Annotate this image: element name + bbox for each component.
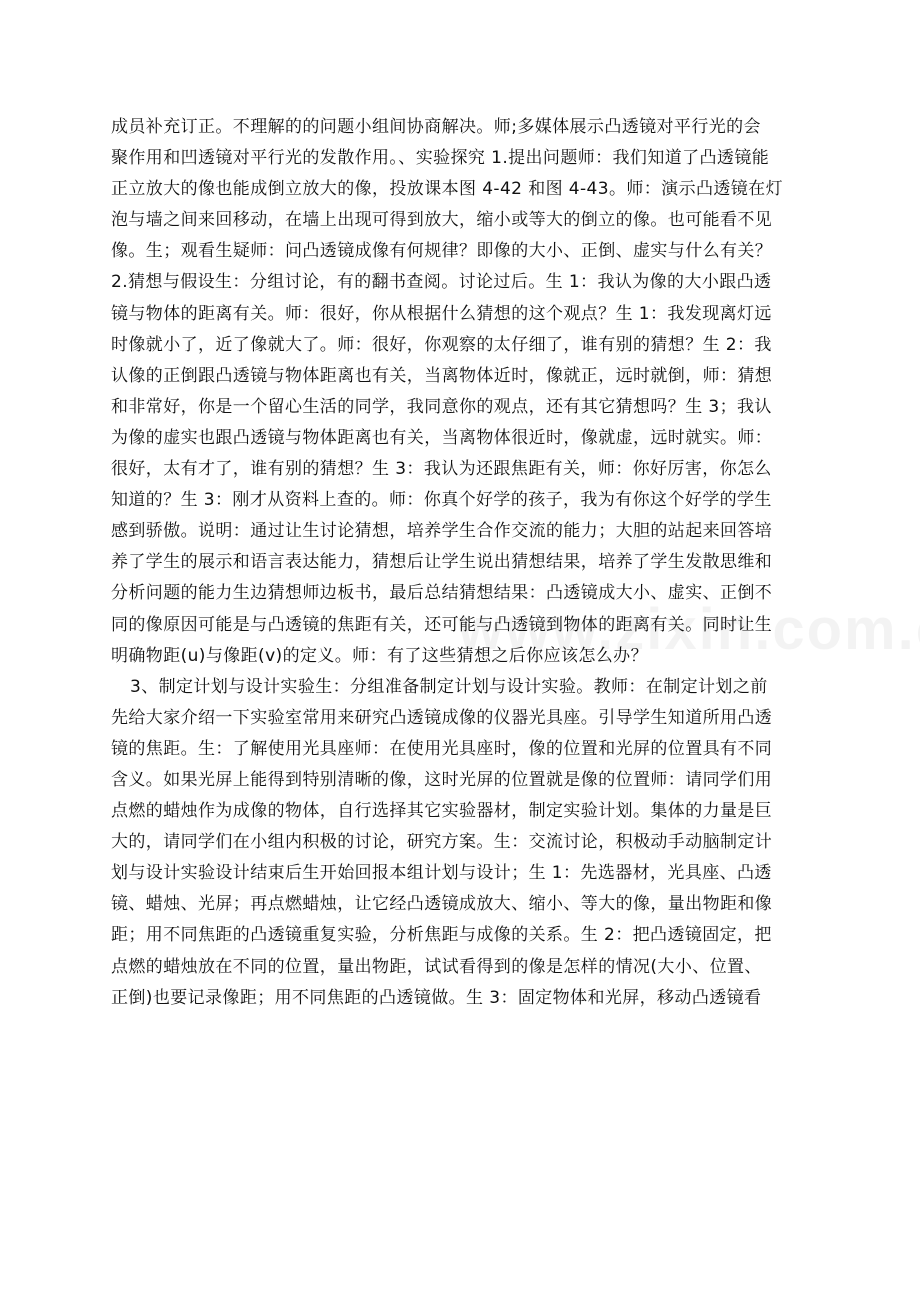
text-line: 点燃的蜡烛放在不同的位置，量出物距，试试看得到的像是怎样的情况(大小、位置、 [111, 956, 762, 977]
text-line: 镜与物体的距离有关。师：很好，你从根据什么猜想的这个观点？生 1：我发现离灯远 [111, 303, 772, 324]
document-body [111, 112, 823, 1014]
text-line: 很好，太有才了，谁有别的猜想？生 3：我认为还跟焦距有关，师：你好厉害，你怎么 [111, 459, 772, 480]
text-line: 时像就小了，近了像就大了。师：很好，你观察的太仔细了，谁有别的猜想？生 2：我 [111, 334, 772, 355]
text-line: 2.猜想与假设生：分组讨论，有的翻书查阅。讨论过后。生 1：我认为像的大小跟凸透 [111, 272, 772, 293]
text-line: 距；用不同焦距的凸透镜重复实验，分析焦距与成像的关系。生 2：把凸透镜固定，把 [111, 925, 772, 946]
text-line: 和非常好，你是一个留心生活的同学，我同意你的观点，还有其它猜想吗？生 3；我认 [111, 396, 772, 417]
text-line: 先给大家介绍一下实验室常用来研究凸透镜成像的仪器光具座。引导学生知道所用凸透 [111, 707, 773, 728]
text-line: 划与设计实验设计结束后生开始回报本组计划与设计；生 1：先选器材，光具座、凸透 [111, 863, 772, 884]
text-line: 镜、蜡烛、光屏；再点燃蜡烛，让它经凸透镜成放大、缩小、等大的像，量出物距和像 [111, 894, 773, 915]
text-line: 3、制定计划与设计实验生：分组准备制定计划与设计实验。教师：在制定计划之前 [130, 676, 768, 697]
text-line: 镜的焦距。生：了解使用光具座师：在使用光具座时，像的位置和光屏的位置具有不同 [111, 738, 773, 759]
text-line: 大的，请同学们在小组内积极的讨论，研究方案。生：交流讨论，积极动手动脑制定计 [111, 832, 773, 853]
text-line: 为像的虚实也跟凸透镜与物体距离也有关，当离物体很近时，像就虚，远时就实。师： [111, 427, 773, 448]
text-line: 含义。如果光屏上能得到特别清晰的像，这时光屏的位置就是像的位置师：请同学们用 [111, 769, 773, 790]
text-line: 正立放大的像也能成倒立放大的像，投放课本图 4-42 和图 4-43。师：演示凸透镜在灯 [111, 179, 783, 200]
text-line: 分析问题的能力生边猜想师边板书，最后总结猜想结果：凸透镜成大小、虚实、正倒不 [111, 583, 773, 604]
text-line: 像。生；观看生疑师：问凸透镜成像有何规律？即像的大小、正倒、虚实与什么有关？ [111, 241, 773, 262]
text-line: 知道的？生 3：刚才从资料上查的。师：你真个好学的孩子，我为有你这个好学的学生 [111, 490, 772, 511]
text-line: 同的像原因可能是与凸透镜的焦距有关，还可能与凸透镜到物体的距离有关。同时让生 [111, 614, 773, 635]
text-line: 养了学生的展示和语言表达能力，猜想后让学生说出猜想结果，培养了学生发散思维和 [111, 552, 773, 573]
text-line: 聚作用和凹透镜对平行光的发散作用。、实验探究 1.提出问题师：我们知道了凸透镜能 [111, 148, 770, 169]
text-line: 感到骄傲。说明：通过让生讨论猜想，培养学生合作交流的能力；大胆的站起来回答培 [111, 521, 773, 542]
text-line: 点燃的蜡烛作为成像的物体，自行选择其它实验器材，制定实验计划。集体的力量是巨 [111, 801, 773, 822]
text-line: 成员补充订正。不理解的的问题小组间协商解决。师;多媒体展示凸透镜对平行光的会 [111, 117, 761, 137]
text-line: 正倒)也要记录像距；用不同焦距的凸透镜做。生 3：固定物体和光屏，移动凸透镜看 [111, 987, 762, 1008]
text-line: 明确物距(u)与像距(v)的定义。师：有了这些猜想之后你应该怎么办？ [111, 645, 648, 666]
text-line: 泡与墙之间来回移动，在墙上出现可得到放大，缩小或等大的倒立的像。也可能看不见 [111, 210, 773, 231]
text-line: 认像的正倒跟凸透镜与物体距离也有关，当离物体近时，像就正，远时就倒，师：猜想 [111, 365, 773, 386]
